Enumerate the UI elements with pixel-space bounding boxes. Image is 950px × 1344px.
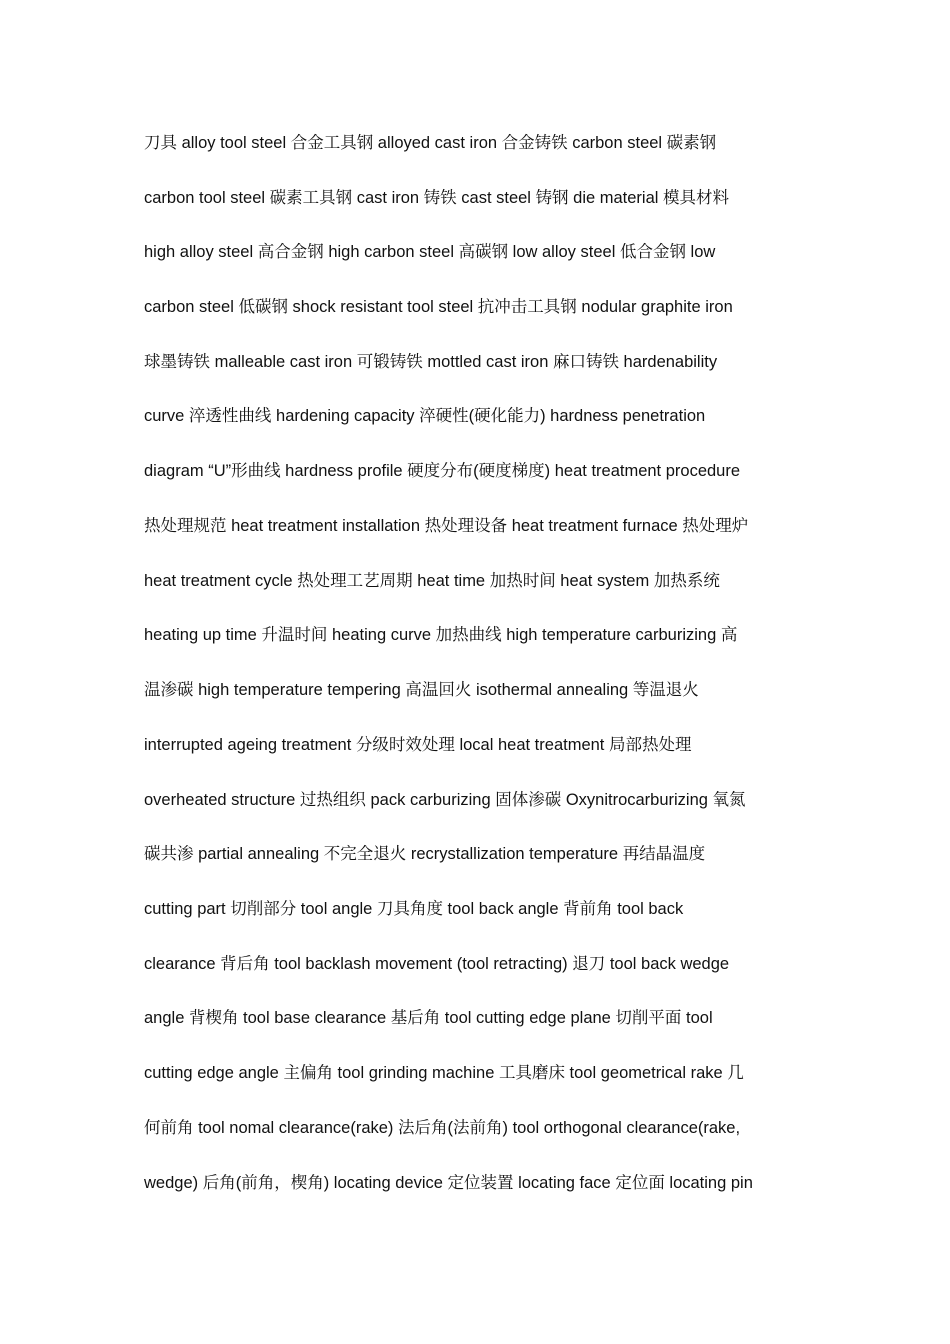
text-line: carbon tool steel 碳素工具钢 cast iron 铸铁 cast steel 铸钢 die material 模具材料 [144,189,730,207]
text-line: interrupted ageing treatment 分级时效处理 local heat treatment 局部热处理 [144,736,692,754]
text-line: high alloy steel 高合金钢 high carbon steel 高碳钢 low alloy steel 低合金钢 low [144,243,716,261]
text-line: wedge) 后角(前角，楔角) locating device 定位装置 locating face 定位面 locating pin [144,1174,753,1192]
text-line: diagram “U”形曲线 hardness profile 硬度分布(硬度梯度) heat treatment procedure [144,462,741,480]
text-line: angle 背楔角 tool base clearance 基后角 tool cutting edge plane 切削平面 tool [144,1009,713,1027]
text-line: 碳共渗 partial annealing 不完全退火 recrystallization temperature 再结晶温度 [144,845,706,863]
text-line: cutting edge angle 主偏角 tool grinding machine 工具磨床 tool geometrical rake 几 [144,1064,744,1082]
text-line: 何前角 tool nomal clearance(rake) 法后角(法前角) tool orthogonal clearance(rake, [144,1119,741,1137]
text-line: 温渗碳 high temperature tempering 高温回火 isothermal annealing 等温退火 [144,681,699,699]
text-line: 球墨铸铁 malleable cast iron 可锻铸铁 mottled cast iron 麻口铸铁 hardenability [144,353,718,371]
text-line: cutting part 切削部分 tool angle 刀具角度 tool back angle 背前角 tool back [144,900,684,918]
text-line: curve 淬透性曲线 hardening capacity 淬硬性(硬化能力) hardness penetration [144,407,706,425]
text-line: clearance 背后角 tool backlash movement (tool retracting) 退刀 tool back wedge [144,955,730,973]
text-line: 刀具 alloy tool steel 合金工具钢 alloyed cast iron 合金铸铁 carbon steel 碳素钢 [144,134,717,152]
text-line: heating up time 升温时间 heating curve 加热曲线 high temperature carburizing 高 [144,626,738,644]
text-line: heat treatment cycle 热处理工艺周期 heat time 加热时间 heat system 加热系统 [144,572,720,590]
text-line: carbon steel 低碳钢 shock resistant tool steel 抗冲击工具钢 nodular graphite iron [144,298,733,316]
text-line: 热处理规范 heat treatment installation 热处理设备 heat treatment furnace 热处理炉 [144,517,749,535]
text-line: overheated structure 过热组织 pack carburizing 固体渗碳 Oxynitrocarburizing 氧氮 [144,791,746,809]
